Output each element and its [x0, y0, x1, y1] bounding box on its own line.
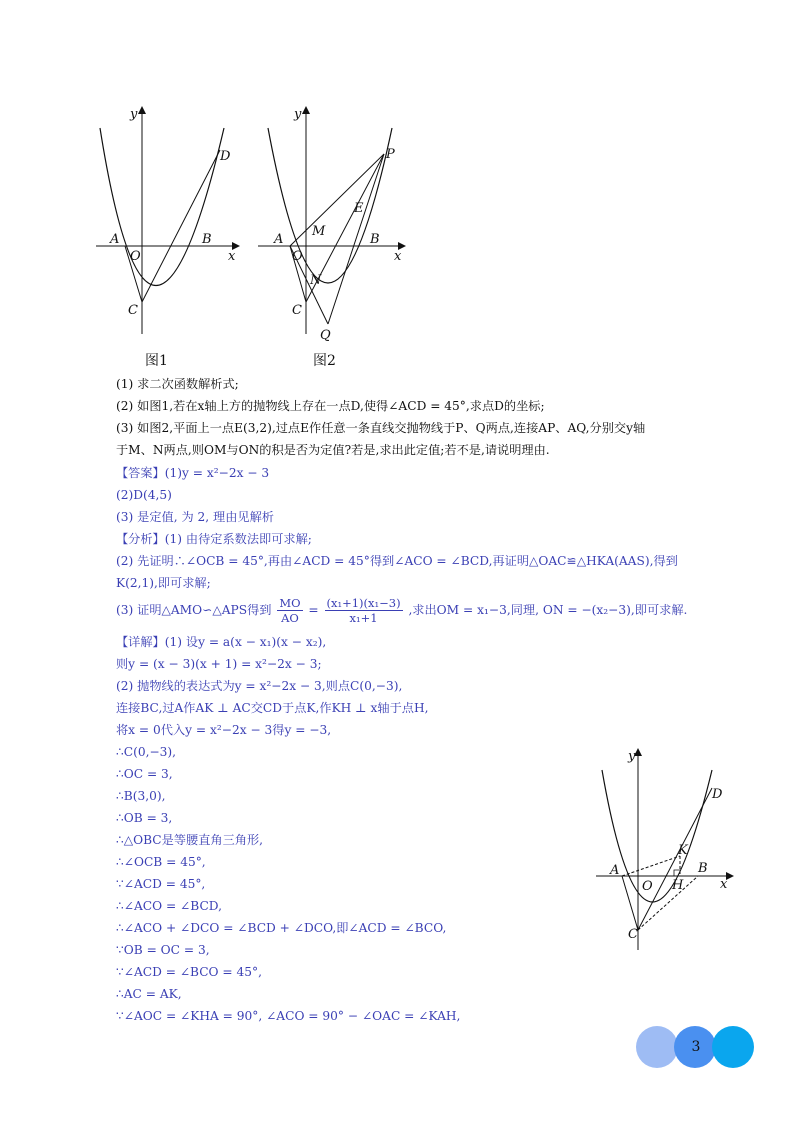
segment-CD — [638, 788, 712, 930]
label-O: O — [130, 249, 141, 264]
label-A: A — [110, 232, 120, 247]
analysis-3-prefix: (3) 证明△AMO∽△APS得到 — [116, 603, 272, 617]
fraction-x1-denominator: x₁+1 — [349, 611, 378, 625]
parabola — [268, 128, 392, 283]
label-H: H — [672, 878, 684, 893]
answer-line-3: (3) 是定值, 为 2, 理由见解析 — [116, 510, 274, 524]
detail-line-2: 则y = (x − 3)(x + 1) = x²−2x − 3; — [116, 657, 322, 671]
parabola — [602, 770, 712, 902]
page-number-badge — [636, 1026, 754, 1068]
label-y: y — [130, 107, 138, 122]
detail-line-7: ∴OC = 3, — [116, 767, 173, 781]
detail-line-3: (2) 抛物线的表达式为y = x²−2x − 3,则点C(0,−3), — [116, 679, 403, 693]
fraction-mo-ao — [277, 596, 302, 625]
label-Q: Q — [320, 328, 331, 343]
detail-line-1: 【详解】(1) 设y = a(x − x₁)(x − x₂), — [116, 635, 327, 649]
question-line-4: 于M、N两点,则OM与ON的积是否为定值?若是,求出此定值;若不是,请说明理由. — [116, 443, 550, 457]
label-y: y — [294, 107, 302, 122]
page-number: 3 — [691, 1039, 701, 1055]
detail-line-10: ∴△OBC是等腰直角三角形, — [116, 833, 263, 847]
label-A: A — [610, 863, 620, 878]
label-D: D — [220, 149, 231, 164]
label-y: y — [628, 749, 636, 764]
label-B: B — [202, 232, 212, 247]
detail-line-6: ∴C(0,−3), — [116, 745, 177, 759]
badge-circle-left — [636, 1026, 678, 1068]
detail-line-14: ∴∠ACO + ∠DCO = ∠BCD + ∠DCO,即∠ACD = ∠BCO, — [116, 921, 447, 935]
label-B: B — [698, 861, 708, 876]
detail-line-9: ∴OB = 3, — [116, 811, 173, 825]
figure-3 — [592, 744, 742, 956]
label-E: E — [354, 201, 364, 216]
label-O: O — [642, 879, 653, 894]
answer-line-2: (2)D(4,5) — [116, 488, 172, 502]
segment-AC — [622, 876, 638, 930]
analysis-3-equals: = — [308, 603, 319, 617]
figure-2-caption: 图2 — [313, 353, 336, 369]
question-line-1: (1) 求二次函数解析式; — [116, 377, 239, 391]
label-K: K — [678, 843, 688, 858]
answer-line-1: 【答案】(1)y = x²−2x − 3 — [116, 466, 270, 480]
figure-2 — [254, 98, 414, 344]
figure-3-graph — [592, 744, 742, 956]
detail-line-5: 将x = 0代入y = x²−2x − 3得y = −3, — [116, 723, 332, 737]
analysis-line-2: (2) 先证明∴∠OCB = 45°,再由∠ACD = 45°得到∠ACO = ∠BCD,再证明△OAC≌△HKA(AAS),得到 — [116, 554, 678, 568]
question-line-3: (3) 如图2,平面上一点E(3,2),过点E作任意一条直线交抛物线于P、Q两点,连接AP、AQ,分别交y轴 — [116, 421, 646, 435]
figure-2-graph — [254, 98, 414, 344]
detail-line-8: ∴B(3,0), — [116, 789, 166, 803]
label-C: C — [128, 303, 138, 318]
fraction-x1 — [325, 596, 403, 625]
analysis-line-1: 【分析】(1) 由待定系数法即可求解; — [116, 532, 312, 546]
badge-circle-right — [712, 1026, 754, 1068]
detail-line-12: ∵∠ACD = 45°, — [116, 877, 206, 891]
analysis-line-3: K(2,1),即可求解; — [116, 576, 211, 590]
label-A: A — [274, 232, 284, 247]
fraction-mo-ao-denominator: AO — [281, 611, 299, 625]
label-D: D — [712, 787, 723, 802]
segment-CD — [142, 150, 220, 302]
detail-line-13: ∴∠ACO = ∠BCD, — [116, 899, 222, 913]
label-O: O — [292, 249, 303, 264]
question-line-2: (2) 如图1,若在x轴上方的抛物线上存在一点D,使得∠ACD = 45°,求点D的坐标; — [116, 399, 545, 413]
analysis-line-4 — [116, 595, 687, 625]
figure-1 — [88, 98, 248, 344]
label-C: C — [628, 927, 638, 942]
label-B: B — [370, 232, 380, 247]
label-x: x — [394, 249, 402, 264]
label-N: N — [310, 273, 322, 288]
label-x: x — [720, 877, 728, 892]
figure-1-caption: 图1 — [145, 353, 168, 369]
detail-line-16: ∵∠ACD = ∠BCO = 45°, — [116, 965, 262, 979]
fraction-x1-numerator: (x₁+1)(x₁−3) — [326, 596, 401, 610]
detail-line-4: 连接BC,过A作AK ⊥ AC交CD于点K,作KH ⊥ x轴于点H, — [116, 701, 429, 715]
detail-line-18: ∵∠AOC = ∠KHA = 90°, ∠ACO = 90° − ∠OAC = ∠KAH, — [116, 1009, 461, 1023]
label-P: P — [386, 147, 395, 162]
label-M: M — [312, 224, 326, 239]
fraction-mo-ao-numerator: MO — [279, 596, 301, 610]
detail-line-11: ∴∠OCB = 45°, — [116, 855, 206, 869]
figure-1-graph — [88, 98, 248, 344]
label-x: x — [228, 249, 236, 264]
analysis-3-suffix: ,求出OM = x₁−3,同理, ON = −(x₂−3),即可求解. — [408, 603, 688, 617]
label-C: C — [292, 303, 302, 318]
detail-line-17: ∴AC = AK, — [116, 987, 182, 1001]
parabola — [100, 128, 224, 286]
detail-line-15: ∵OB = OC = 3, — [116, 943, 210, 957]
